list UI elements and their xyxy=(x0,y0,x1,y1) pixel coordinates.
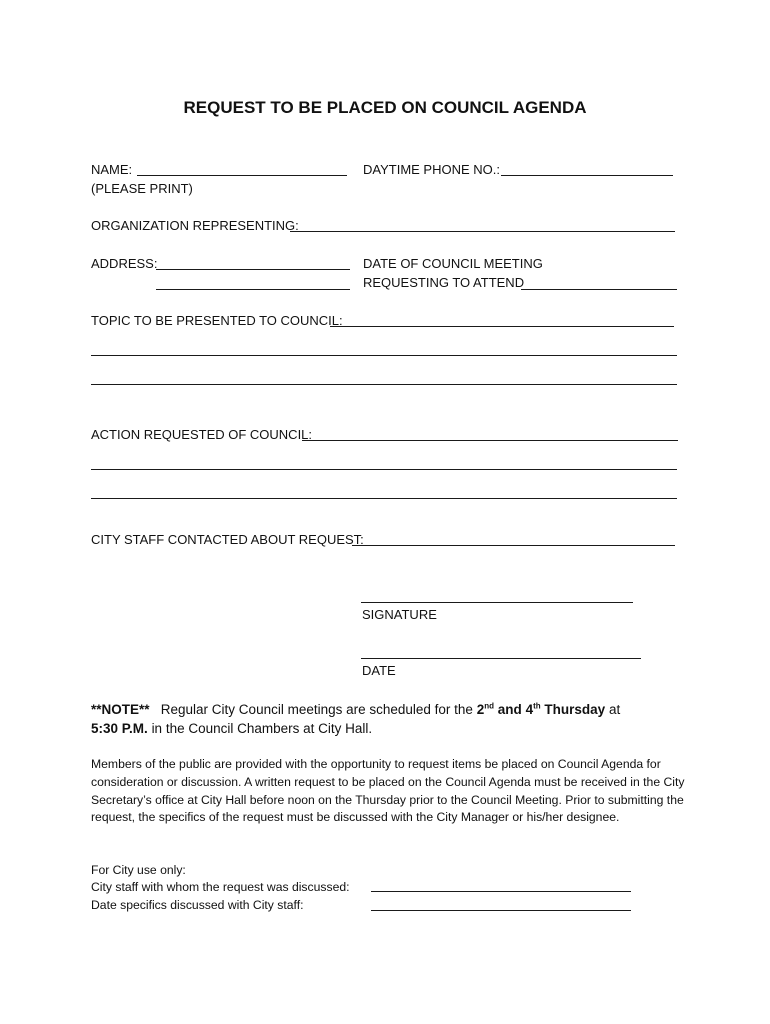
staff-discussed-label: City staff with whom the request was discussed: xyxy=(91,880,350,894)
action-field-line-1[interactable] xyxy=(302,440,678,441)
form-title: REQUEST TO BE PLACED ON COUNCIL AGENDA xyxy=(183,98,587,117)
address-field-line-2[interactable] xyxy=(156,289,350,290)
staff-contacted-label: CITY STAFF CONTACTED ABOUT REQUEST: xyxy=(91,532,364,547)
note-text-2: at xyxy=(608,702,621,717)
please-print-label: (PLEASE PRINT) xyxy=(91,181,193,196)
note-line-2 xyxy=(91,719,372,738)
phone-field[interactable] xyxy=(501,175,673,176)
city-use-heading: For City use only: xyxy=(91,863,186,877)
date-label: DATE xyxy=(362,663,396,678)
name-field[interactable] xyxy=(137,175,347,176)
meeting-date-label-1: DATE OF COUNCIL MEETING xyxy=(363,256,543,271)
note-text-3: in the Council Chambers at City Hall. xyxy=(151,721,373,736)
meeting-date-label-2: REQUESTING TO ATTEND xyxy=(363,275,525,290)
topic-label: TOPIC TO BE PRESENTED TO COUNCIL: xyxy=(91,313,343,328)
date-discussed-label: Date specifics discussed with City staff: xyxy=(91,898,304,912)
note-day-1: 2nd and 4th Thursday xyxy=(476,701,606,717)
date-field[interactable] xyxy=(361,658,641,659)
note-text-1: Regular City Council meetings are scheduled for the xyxy=(160,702,473,717)
name-label: NAME: xyxy=(91,162,133,177)
staff-discussed-field[interactable] xyxy=(371,891,631,892)
signature-field[interactable] xyxy=(361,602,633,603)
staff-contacted-field[interactable] xyxy=(352,545,675,546)
meeting-date-field[interactable] xyxy=(521,289,677,290)
note-time: 5:30 P.M. xyxy=(91,721,148,736)
topic-field-line-3[interactable] xyxy=(91,384,677,385)
note-line-1 xyxy=(91,700,620,719)
action-label: ACTION REQUESTED OF COUNCIL: xyxy=(91,427,313,442)
topic-field-line-1[interactable] xyxy=(330,326,674,327)
signature-label: SIGNATURE xyxy=(362,607,437,622)
action-field-line-3[interactable] xyxy=(91,498,677,499)
phone-label: DAYTIME PHONE NO.: xyxy=(363,162,500,177)
address-label: ADDRESS: xyxy=(91,256,158,271)
action-field-line-2[interactable] xyxy=(91,469,677,470)
topic-field-line-2[interactable] xyxy=(91,355,677,356)
organization-label: ORGANIZATION REPRESENTING: xyxy=(91,218,299,233)
date-discussed-field[interactable] xyxy=(371,910,631,911)
note-prefix: **NOTE** xyxy=(91,702,150,717)
address-field-line-1[interactable] xyxy=(156,269,350,270)
organization-field[interactable] xyxy=(290,231,675,232)
instructions-paragraph: Members of the public are provided with the opportunity to request items be placed on Council Agenda for consideration or discussion. A written request to be placed on the Council Agenda must be received in the City Secretary’s office at City Hall before noon on the Thursday prior to the Council Meeting. Prior to submitting the request, the specifics of the request must be discussed with the City Manager or his/her designee. xyxy=(91,757,685,825)
